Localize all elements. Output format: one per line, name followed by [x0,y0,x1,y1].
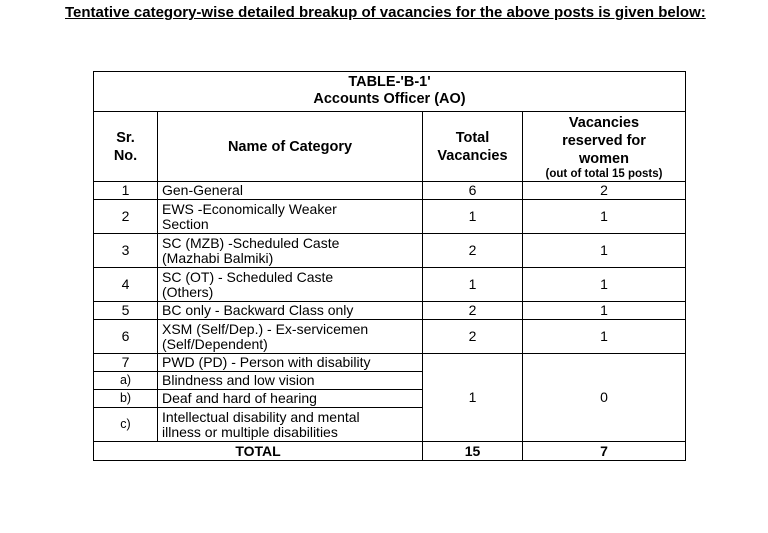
row-category: PWD (PD) - Person with disability [158,354,423,372]
table-row [94,302,686,320]
row-total: 1 [423,354,523,442]
row-total: 2 [423,234,523,268]
row-category: SC (MZB) -Scheduled Caste (Mazhabi Balmiki) [158,234,423,268]
row-total: 1 [423,200,523,234]
row-total: 2 [423,302,523,320]
table-row [94,268,686,302]
row-sr: c) [94,408,158,442]
row-category: Intellectual disability and mental illness or multiple disabilities [158,408,423,442]
table-row [94,234,686,268]
header-women-label: Vacancies reserved for women [562,115,646,167]
row-sr: a) [94,372,158,390]
row-women: 1 [523,200,686,234]
table-title: TABLE-'B-1' [348,74,431,90]
row-sr: 2 [94,200,158,234]
row-sr: 4 [94,268,158,302]
table-row-pwd [94,354,686,372]
vacancy-table [93,71,686,461]
table-row [94,200,686,234]
header-row [94,112,686,182]
row-category: Gen-General [158,182,423,200]
row-women: 1 [523,302,686,320]
header-sr-no: Sr. No. [94,112,158,182]
total-vacancies: 15 [423,442,523,461]
page-heading: Tentative category-wise detailed breakup of vacancies for the above posts is given below: [65,4,706,21]
row-women: 1 [523,268,686,302]
row-women: 2 [523,182,686,200]
header-women [523,112,686,182]
table-row [94,320,686,354]
row-total: 2 [423,320,523,354]
total-women: 7 [523,442,686,461]
row-category: BC only - Backward Class only [158,302,423,320]
row-sr: 6 [94,320,158,354]
row-category: XSM (Self/Dep.) - Ex-servicemen (Self/Dependent) [158,320,423,354]
table-subtitle: Accounts Officer (AO) [313,91,466,107]
table-caption [94,72,686,112]
header-women-note: (out of total 15 posts) [545,168,663,180]
row-sr: 5 [94,302,158,320]
row-women: 1 [523,234,686,268]
row-sr: 1 [94,182,158,200]
row-category: Deaf and hard of hearing [158,390,423,408]
row-women: 1 [523,320,686,354]
row-sr: 3 [94,234,158,268]
row-total: 1 [423,268,523,302]
header-category: Name of Category [158,112,423,182]
header-total: Total Vacancies [423,112,523,182]
row-category: Blindness and low vision [158,372,423,390]
total-label: TOTAL [94,442,423,461]
row-total: 6 [423,182,523,200]
total-row [94,442,686,461]
row-women: 0 [523,354,686,442]
row-category: SC (OT) - Scheduled Caste (Others) [158,268,423,302]
row-category: EWS -Economically Weaker Section [158,200,423,234]
row-sr: b) [94,390,158,408]
table-row [94,182,686,200]
row-sr: 7 [94,354,158,372]
